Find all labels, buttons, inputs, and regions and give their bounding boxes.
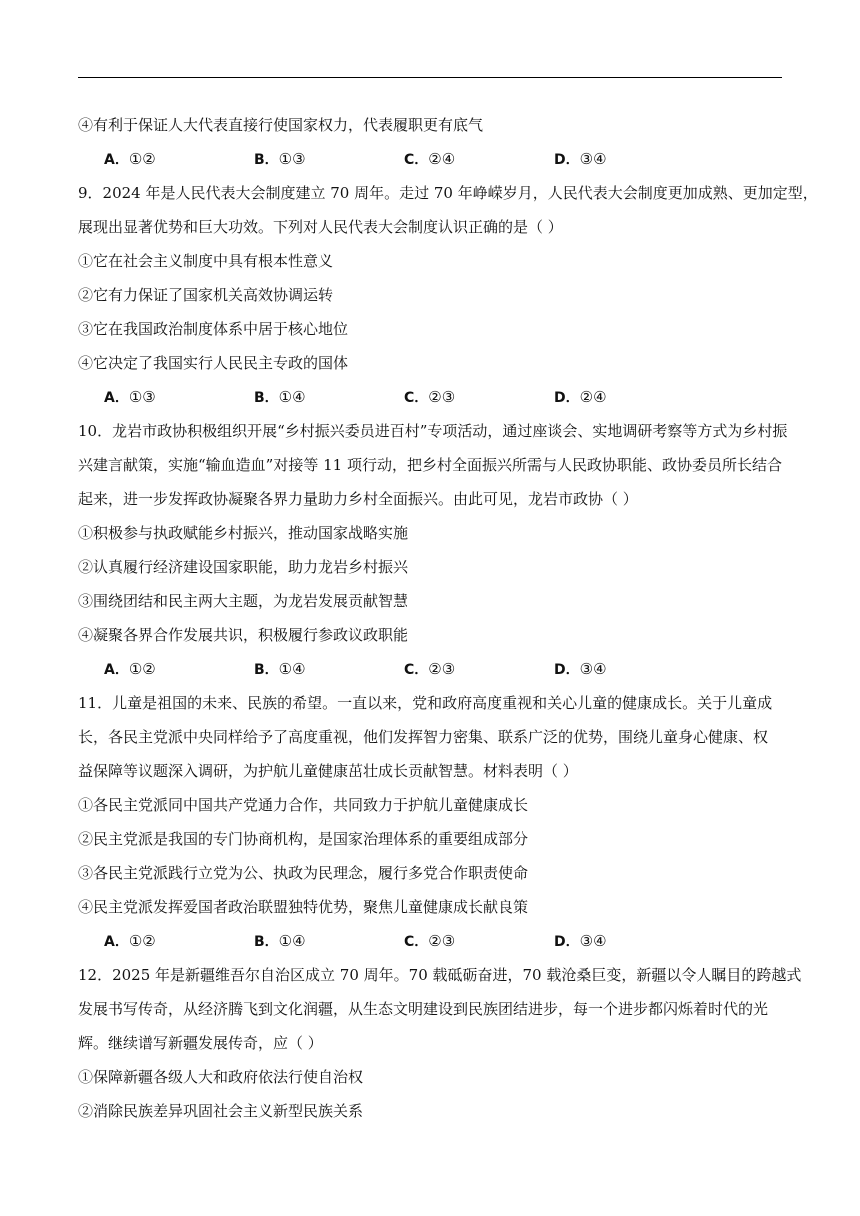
statement: ③它在我国政治制度体系中居于核心地位 — [78, 320, 349, 338]
answer-options — [78, 380, 788, 414]
question-12 — [78, 958, 802, 1128]
question-stem: 起来，进一步发挥政协凝聚各界力量助力乡村全面振兴。由此可见，龙岩市政协（ ） — [78, 490, 638, 508]
statement: ①它在社会主义制度中具有根本性意义 — [78, 252, 334, 270]
option-a: A．①② — [104, 660, 156, 678]
option-d: D．③④ — [554, 660, 607, 678]
question-11 — [78, 686, 788, 958]
statement: ②民主党派是我国的专门协商机构，是国家治理体系的重要组成部分 — [78, 830, 529, 848]
question-9 — [78, 176, 818, 414]
option-b: B．①④ — [254, 932, 306, 950]
option-c: C．②③ — [404, 388, 456, 406]
option-b: B．①④ — [254, 388, 306, 406]
statement: ④凝聚各界合作发展共识，积极履行参政议政职能 — [78, 626, 409, 644]
option-a: A．①② — [104, 150, 156, 168]
statement: ②它有力保证了国家机关高效协调运转 — [78, 286, 334, 304]
option-c: C．②③ — [404, 660, 456, 678]
option-a: A．①② — [104, 932, 156, 950]
question-stem: 益保障等议题深入调研，为护航儿童健康茁壮成长贡献智慧。材料表明（ ） — [78, 762, 578, 780]
option-b: B．①③ — [254, 150, 306, 168]
option-b: B．①④ — [254, 660, 306, 678]
statement: ①各民主党派同中国共产党通力合作，共同致力于护航儿童健康成长 — [78, 796, 529, 814]
statement: ③各民主党派践行立党为公、执政为民理念，履行多党合作职责使命 — [78, 864, 529, 882]
question-stem: 11．儿童是祖国的未来、民族的希望。一直以来，党和政府高度重视和关心儿童的健康成长。关于儿童成 — [78, 694, 773, 712]
statement: ③围绕团结和民主两大主题，为龙岩发展贡献智慧 — [78, 592, 409, 610]
option-c: C．②③ — [404, 932, 456, 950]
question-stem: 10．龙岩市政协积极组织开展“乡村振兴委员进百村”专项活动，通过座谈会、实地调研考察等方式为乡村振 — [78, 422, 788, 440]
exam-page — [78, 108, 818, 1128]
question-10 — [78, 414, 788, 686]
q8-options — [78, 142, 788, 176]
statement: ②认真履行经济建设国家职能，助力龙岩乡村振兴 — [78, 558, 409, 576]
question-stem: 展现出显著优势和巨大功效。下列对人民代表大会制度认识正确的是（ ） — [78, 218, 563, 236]
option-c: C．②④ — [404, 150, 456, 168]
option-a: A．①③ — [104, 388, 156, 406]
statement: ④它决定了我国实行人民民主专政的国体 — [78, 354, 349, 372]
question-stem: 长，各民主党派中央同样给予了高度重视，他们发挥智力密集、联系广泛的优势，围绕儿童身心健康、权 — [78, 728, 769, 746]
question-stem: 9．2024 年是人民代表大会制度建立 70 周年。走过 70 年峥嵘岁月，人民代表大会制度更加成熟、更加定型， — [78, 184, 818, 202]
option-d: D．③④ — [554, 150, 607, 168]
answer-options — [78, 652, 788, 686]
option-d: D．③④ — [554, 932, 607, 950]
question-stem: 发展书写传奇，从经济腾飞到文化润疆，从生态文明建设到民族团结进步，每一个进步都闪烁着时代的光 — [78, 1000, 769, 1018]
question-stem: 辉。继续谱写新疆发展传奇，应（ ） — [78, 1034, 323, 1052]
option-d: D．②④ — [554, 388, 607, 406]
statement: ①保障新疆各级人大和政府依法行使自治权 — [78, 1068, 364, 1086]
statement: ④民主党派发挥爱国者政治联盟独特优势，聚焦儿童健康成长献良策 — [78, 898, 529, 916]
question-stem: 12．2025 年是新疆维吾尔自治区成立 70 周年。70 载砥砺奋进，70 载沧桑巨变，新疆以令人瞩目的跨越式 — [78, 966, 802, 984]
header-rule — [78, 77, 782, 78]
statement: ①积极参与执政赋能乡村振兴，推动国家战略实施 — [78, 524, 409, 542]
statement: ②消除民族差异巩固社会主义新型民族关系 — [78, 1102, 364, 1120]
statement: ④有利于保证人大代表直接行使国家权力，代表履职更有底气 — [78, 116, 484, 134]
answer-options — [78, 924, 788, 958]
question-stem: 兴建言献策，实施“输血造血”对接等 11 项行动，把乡村全面振兴所需与人民政协职能、政协委员所长结合 — [78, 456, 782, 474]
